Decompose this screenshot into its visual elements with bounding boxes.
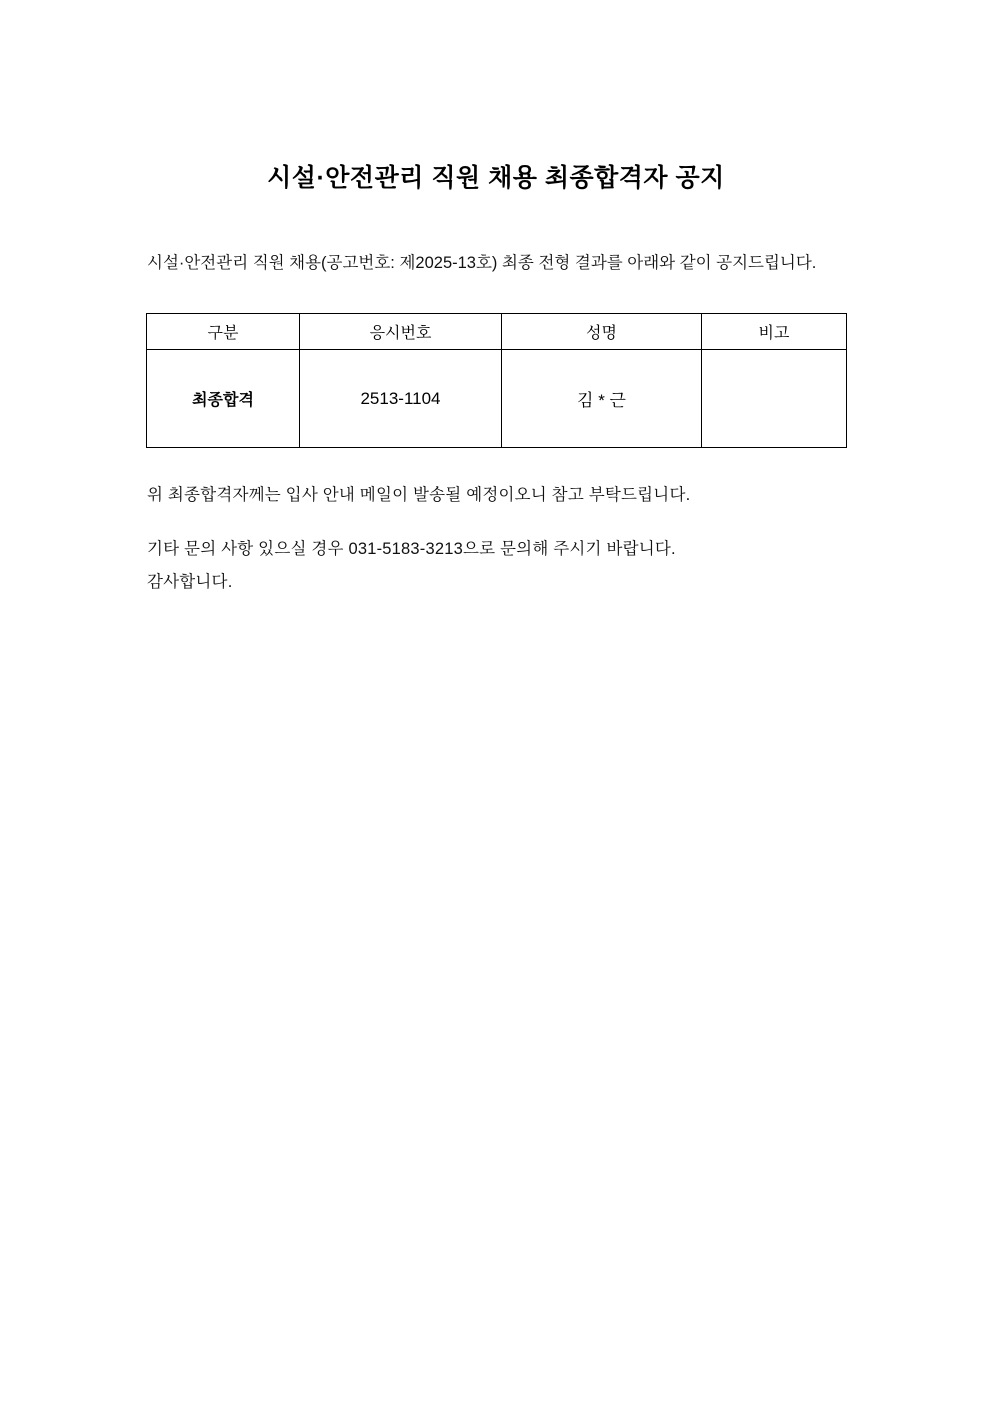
column-header-category: 구분 [147, 314, 300, 350]
column-header-name: 성명 [502, 314, 702, 350]
results-table [146, 313, 847, 448]
column-header-remark: 비고 [702, 314, 847, 350]
table-header-row [147, 314, 847, 350]
note-contact: 기타 문의 사항 있으실 경우 031-5183-3213으로 문의해 주시기 바랍니다. [147, 540, 676, 558]
column-header-exam-number: 응시번호 [300, 314, 502, 350]
cell-exam-number: 2513-1104 [300, 350, 502, 448]
note-closing: 감사합니다. [147, 573, 233, 591]
cell-remark [702, 350, 847, 448]
cell-category: 최종합격 [147, 350, 300, 448]
table-row [147, 350, 847, 448]
page-title: 시설·안전관리 직원 채용 최종합격자 공지 [267, 164, 725, 192]
intro-paragraph: 시설·안전관리 직원 채용(공고번호: 제2025-13호) 최종 전형 결과를 아래와 같이 공지드립니다. [147, 254, 817, 272]
cell-name: 김 * 근 [502, 350, 702, 448]
note-email-guidance: 위 최종합격자께는 입사 안내 메일이 발송될 예정이오니 참고 부탁드립니다. [147, 486, 691, 504]
